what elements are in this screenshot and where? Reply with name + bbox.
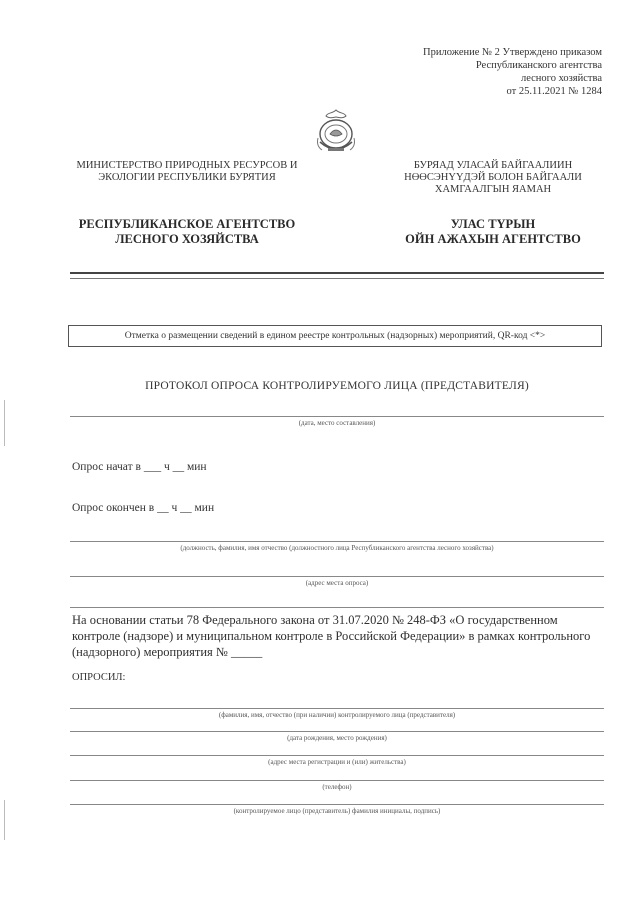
asked-label: ОПРОСИЛ: (72, 672, 126, 683)
separator-line (70, 607, 604, 608)
person-name-caption: (фамилия, имя, отчество (при наличии) контролируемого лица (представителя) (218, 711, 456, 719)
phone-line[interactable] (70, 780, 604, 781)
legal-basis-paragraph: На основании статьи 78 Федерального закона от 31.07.2020 № 248-ФЗ «О государственном контроле (надзоре) и муниципальном контроле в Российской Федерации» в рамках контрольного (надзорного) мероприятия № _____ (72, 613, 591, 659)
birth-line[interactable] (70, 731, 604, 732)
phone-caption: (телефон) (322, 783, 352, 791)
header-divider (70, 272, 604, 274)
date-place-line[interactable] (70, 416, 604, 417)
appendix-line: лесного хозяйства (520, 73, 602, 84)
person-name-line[interactable] (70, 708, 604, 709)
agency-name-ru (62, 217, 312, 247)
ministry-line: ЭКОЛОГИИ РЕСПУБЛИКИ БУРЯТИЯ (98, 172, 276, 183)
appendix-line: Приложение № 2 Утверждено приказом (423, 47, 602, 58)
appendix-line: от 25.11.2021 № 1284 (506, 86, 602, 97)
signature-caption: (контролируемое лицо (представитель) фамилия инициалы, подпись) (233, 807, 441, 815)
ministry-line: ХАМГААЛГЫН ЯАМАН (434, 184, 552, 195)
registration-caption: (адрес места регистрации и (или) жительства) (268, 758, 406, 766)
agency-line: УЛАС ТҮРЫН (450, 217, 536, 231)
date-place-caption: (дата, место составления) (298, 419, 376, 427)
ministry-line: БУРЯАД УЛАСАЙ БАЙГААЛИИН (413, 160, 573, 171)
header-divider-thin (70, 278, 604, 279)
ministry-name-bur (384, 160, 602, 196)
official-line[interactable] (70, 541, 604, 542)
interview-end-field[interactable]: Опрос окончен в __ ч __ мин (72, 502, 215, 514)
scan-margin-mark (4, 800, 5, 840)
agency-name-bur (384, 217, 602, 247)
document-title: ПРОТОКОЛ ОПРОСА КОНТРОЛИРУЕМОГО ЛИЦА (ПРЕДСТАВИТЕЛЯ) (145, 380, 529, 392)
registration-line[interactable] (70, 755, 604, 756)
agency-line: РЕСПУБЛИКАНСКОЕ АГЕНТСТВО (78, 217, 296, 231)
address-caption: (адрес места опроса) (305, 579, 369, 587)
ministry-line: МИНИСТЕРСТВО ПРИРОДНЫХ РЕСУРСОВ И (76, 160, 298, 171)
ministry-line: НӨӨСЭНҮҮДЭЙ БОЛОН БАЙГААЛИ (404, 172, 582, 183)
interview-start-field[interactable]: Опрос начат в ___ ч __ мин (72, 461, 207, 473)
qr-registry-box: Отметка о размещении сведений в едином реестре контрольных (надзорных) мероприятий, QR-код <*> (68, 325, 602, 347)
appendix-line: Республиканского агентства (475, 60, 602, 71)
agency-line: ЛЕСНОГО ХОЗЯЙСТВА (115, 232, 259, 246)
agency-line: ОЙН АЖАХЫН АГЕНТСТВО (405, 232, 581, 246)
signature-line[interactable] (70, 804, 604, 805)
appendix-note (423, 46, 602, 98)
birth-caption: (дата рождения, место рождения) (287, 734, 387, 742)
coat-of-arms-icon (314, 108, 358, 156)
scan-margin-mark (4, 400, 5, 446)
address-line[interactable] (70, 576, 604, 577)
ministry-name-ru (62, 160, 312, 184)
official-caption: (должность, фамилия, имя отчество (должностного лица Республиканского агентства лесного хозяйства) (180, 544, 494, 552)
